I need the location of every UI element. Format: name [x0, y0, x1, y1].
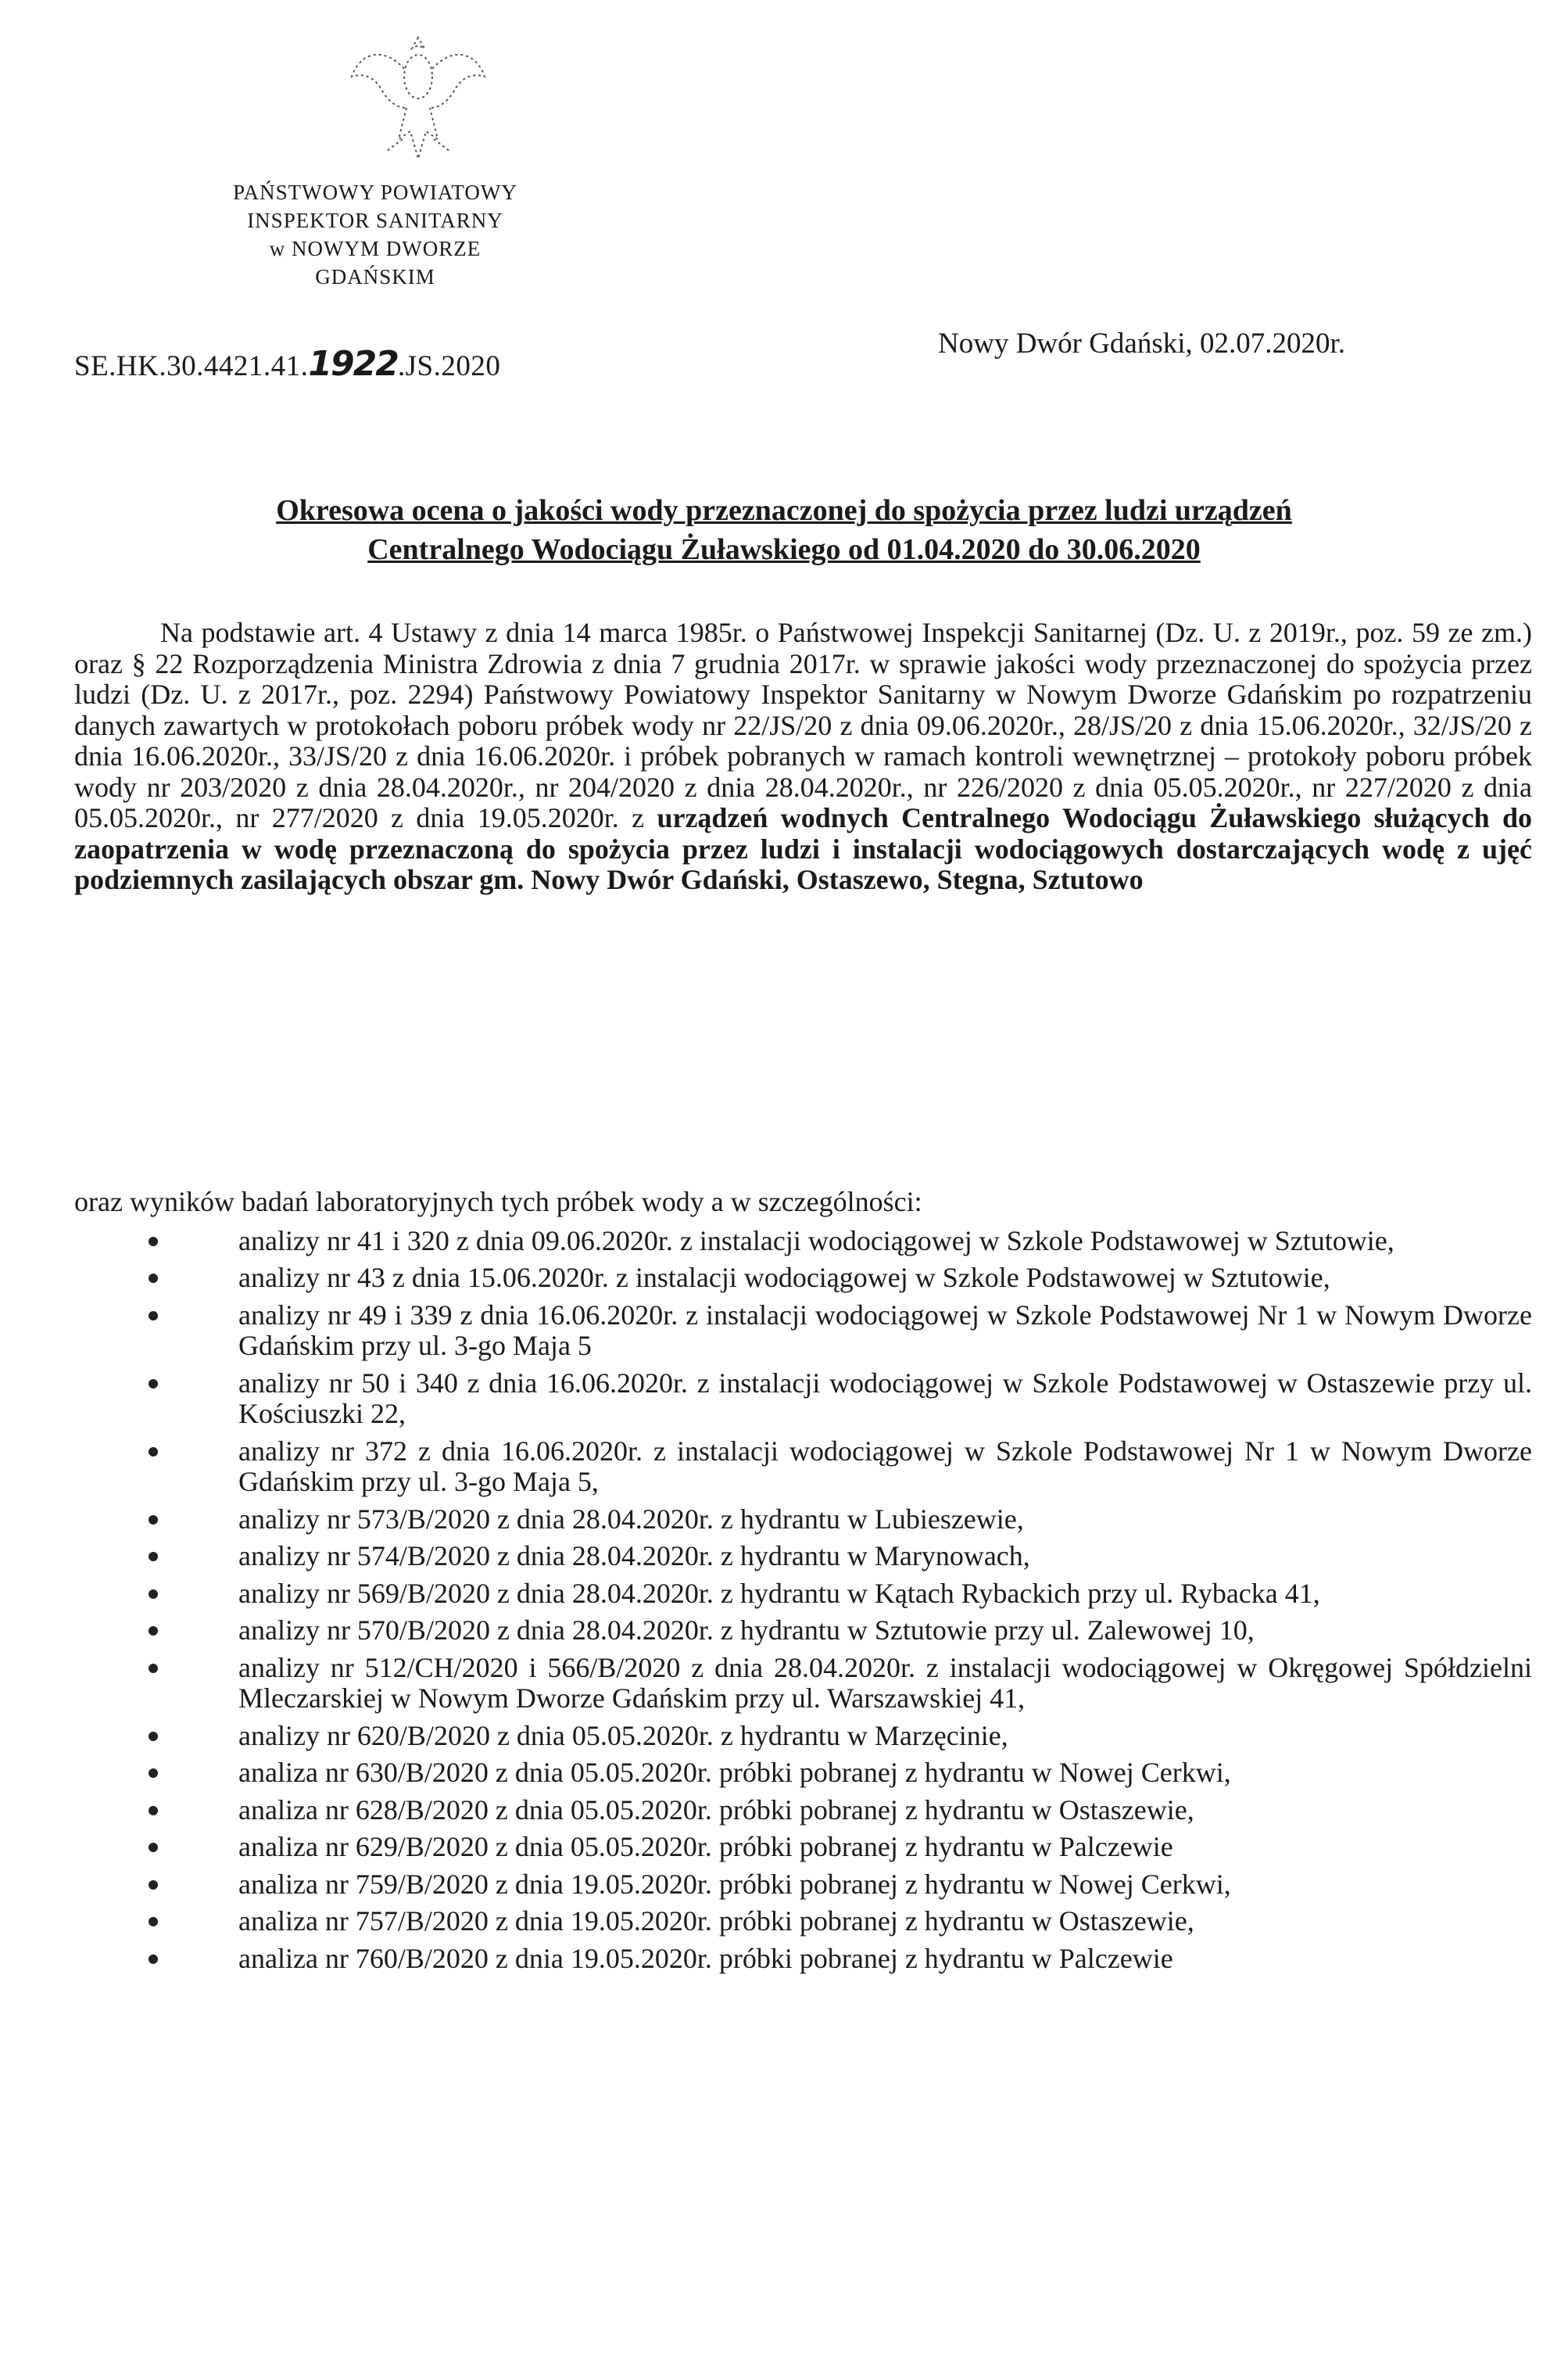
office-line: w NOWYM DWORZE: [269, 237, 481, 260]
body-text: Na podstawie art. 4 Ustawy z dnia 14 marca 1985r. o Państwowej Inspekcji Sanitarnej (Dz. U. z 2019r., poz. 59 ze zm.) oraz § 22 Rozporządzenia Ministra Zdrowia z dnia 7 grudnia 2017r. w sprawie jakości wody przeznaczonej do spożycia przez ludzi (Dz. U. z 2017r., poz. 2294) Państwowy Powiatowy Inspektor Sanitarny w Nowym Dworze Gdańskim po rozpatrzeniu danych zawartych w protokołach poboru próbek wody nr 22/JS/20 z dnia 09.06.2020r., 28/JS/20 z dnia 15.06.2020r., 32/JS/20 z dnia 16.06.2020r., 33/JS/20 z dnia 16.06.2020r. i próbek pobranych w ramach kontroli wewnętrznej – protokoły poboru próbek wody nr 203/2020 z dnia 28.04.2020r., nr 204/2020 z dnia 28.04.2020r., nr 226/2020 z dnia 05.05.2020r., nr 227/2020 z dnia 05.05.2020r., nr 277/2020 z dnia 19.05.2020r. z: [74, 617, 1532, 833]
bullet-icon: [149, 1732, 158, 1741]
list-item: [74, 1832, 1532, 1863]
list-item-text: analizy nr 620/B/2020 z dnia 05.05.2020r. z hydrantu w Marzęcinie,: [238, 1719, 1008, 1751]
bullet-icon: [149, 1237, 158, 1246]
list-item: [74, 1226, 1532, 1257]
list-item-text: analizy nr 573/B/2020 z dnia 28.04.2020r. z hydrantu w Lubieszewie,: [238, 1503, 1024, 1535]
reference-handwritten: 1922: [308, 344, 398, 384]
list-item-text: analiza nr 757/B/2020 z dnia 19.05.2020r. próbki pobranej z hydrantu w Ostaszewie,: [238, 1905, 1194, 1937]
list-item-text: analiza nr 630/B/2020 z dnia 05.05.2020r. próbki pobranej z hydrantu w Nowej Cerkwi,: [238, 1757, 1231, 1788]
bullet-icon: [149, 1589, 158, 1599]
list-item-text: analizy nr 574/B/2020 z dnia 28.04.2020r. z hydrantu w Marynowach,: [238, 1540, 1030, 1571]
list-item-text: analiza nr 760/B/2020 z dnia 19.05.2020r. próbki pobranej z hydrantu w Palczewie: [238, 1942, 1173, 1974]
polish-eagle-emblem-icon: [336, 30, 500, 170]
title-line-2: Centralnego Wodociągu Żuławskiego od 01.04.2020 do 30.06.2020: [367, 533, 1201, 566]
bullet-icon: [149, 1379, 158, 1388]
bullet-icon: [149, 1552, 158, 1561]
list-item-text: analizy nr 372 z dnia 16.06.2020r. z instalacji wodociągowej w Szkole Podstawowej Nr 1 w Nowym Dworze Gdańskim przy ul. 3-go Maja 5,: [238, 1435, 1532, 1497]
list-item: [74, 1263, 1532, 1294]
list-item-text: analizy nr 570/B/2020 z dnia 28.04.2020r. z hydrantu w Sztutowie przy ul. Zalewowej 10,: [238, 1614, 1255, 1646]
bullet-icon: [149, 1447, 158, 1457]
list-item: [74, 1615, 1532, 1646]
reference-number: [74, 344, 500, 384]
reference-prefix: SE.HK.30.4421.41.: [74, 350, 309, 382]
list-item-text: analizy nr 41 i 320 z dnia 09.06.2020r. z instalacji wodociągowej w Szkole Podstawowej w Sztutowie,: [238, 1224, 1394, 1256]
list-item: [74, 1300, 1532, 1362]
bullet-icon: [149, 1880, 158, 1890]
list-item: [74, 1504, 1532, 1535]
list-item: [74, 1541, 1532, 1572]
list-item: [74, 1721, 1532, 1752]
list-item-text: analiza nr 629/B/2020 z dnia 05.05.2020r. próbki pobranej z hydrantu w Palczewie: [238, 1831, 1173, 1862]
issuing-office-header: [156, 178, 594, 291]
title-line-1: Okresowa ocena o jakości wody przeznaczonej do spożycia przez ludzi urządzeń: [276, 494, 1292, 527]
bullet-icon: [149, 1955, 158, 1964]
list-item-text: analizy nr 512/CH/2020 i 566/B/2020 z dnia 28.04.2020r. z instalacji wodociągowej w Okręgowej Spółdzielni Mleczarskiej w Nowym Dworze Gdańskim przy ul. Warszawskiej 41,: [238, 1651, 1532, 1714]
office-line: GDAŃSKIM: [315, 265, 435, 288]
bullet-icon: [149, 1843, 158, 1852]
list-intro: oraz wyników badań laboratoryjnych tych próbek wody a w szczególności:: [74, 1186, 922, 1217]
list-item-text: analizy nr 569/B/2020 z dnia 28.04.2020r. z hydrantu w Kątach Rybackich przy ul. Rybacka 41,: [238, 1577, 1320, 1609]
reference-suffix: .JS.2020: [397, 350, 501, 382]
list-item: [74, 1436, 1532, 1498]
list-item: [74, 1944, 1532, 1975]
list-item-text: analizy nr 50 i 340 z dnia 16.06.2020r. z instalacji wodociągowej w Szkole Podstawowej w Ostaszewie przy ul. Kościuszki 22,: [238, 1367, 1532, 1429]
bullet-icon: [149, 1311, 158, 1320]
list-item: [74, 1906, 1532, 1937]
list-item: [74, 1653, 1532, 1715]
bullet-icon: [149, 1626, 158, 1636]
list-item: [74, 1869, 1532, 1901]
analysis-list: [74, 1187, 1532, 1980]
list-item-text: analiza nr 759/B/2020 z dnia 19.05.2020r. próbki pobranej z hydrantu w Nowej Cerkwi,: [238, 1868, 1231, 1900]
body-paragraph: [74, 618, 1532, 896]
document-title: [0, 491, 1568, 569]
list-item-text: analiza nr 628/B/2020 z dnia 05.05.2020r. próbki pobranej z hydrantu w Ostaszewie,: [238, 1793, 1194, 1826]
bullet-icon: [149, 1768, 158, 1778]
office-line: PAŃSTWOWY POWIATOWY: [233, 181, 517, 204]
list-item: [74, 1758, 1532, 1789]
list-item-text: analizy nr 49 i 339 z dnia 16.06.2020r. z instalacji wodociągowej w Szkole Podstawowej Nr 1 w Nowym Dworze Gdańskim przy ul. 3-go Maja 5: [238, 1299, 1532, 1361]
list-item: [74, 1578, 1532, 1610]
list-item: [74, 1368, 1532, 1430]
bullet-icon: [149, 1806, 158, 1815]
bullet-icon: [149, 1917, 158, 1926]
bullet-icon: [149, 1515, 158, 1525]
place-and-date: Nowy Dwór Gdański, 02.07.2020r.: [938, 328, 1346, 360]
list-item-text: analizy nr 43 z dnia 15.06.2020r. z instalacji wodociągowej w Szkole Podstawowej w Sztutowie,: [238, 1262, 1330, 1293]
office-line: INSPEKTOR SANITARNY: [247, 209, 503, 232]
bullet-icon: [149, 1664, 158, 1673]
bullet-icon: [149, 1274, 158, 1283]
list-item: [74, 1795, 1532, 1826]
body-text-bold: urządzeń wodnych Centralnego Wodociągu Żuławskiego służących do zaopatrzenia w wodę przeznaczoną do spożycia przez ludzi i instalacji wodociągowych dostarczających wodę z ujęć podziemnych zasilających obszar gm. Nowy Dwór Gdański, Ostaszewo, Stegna, Sztutowo: [74, 802, 1533, 895]
